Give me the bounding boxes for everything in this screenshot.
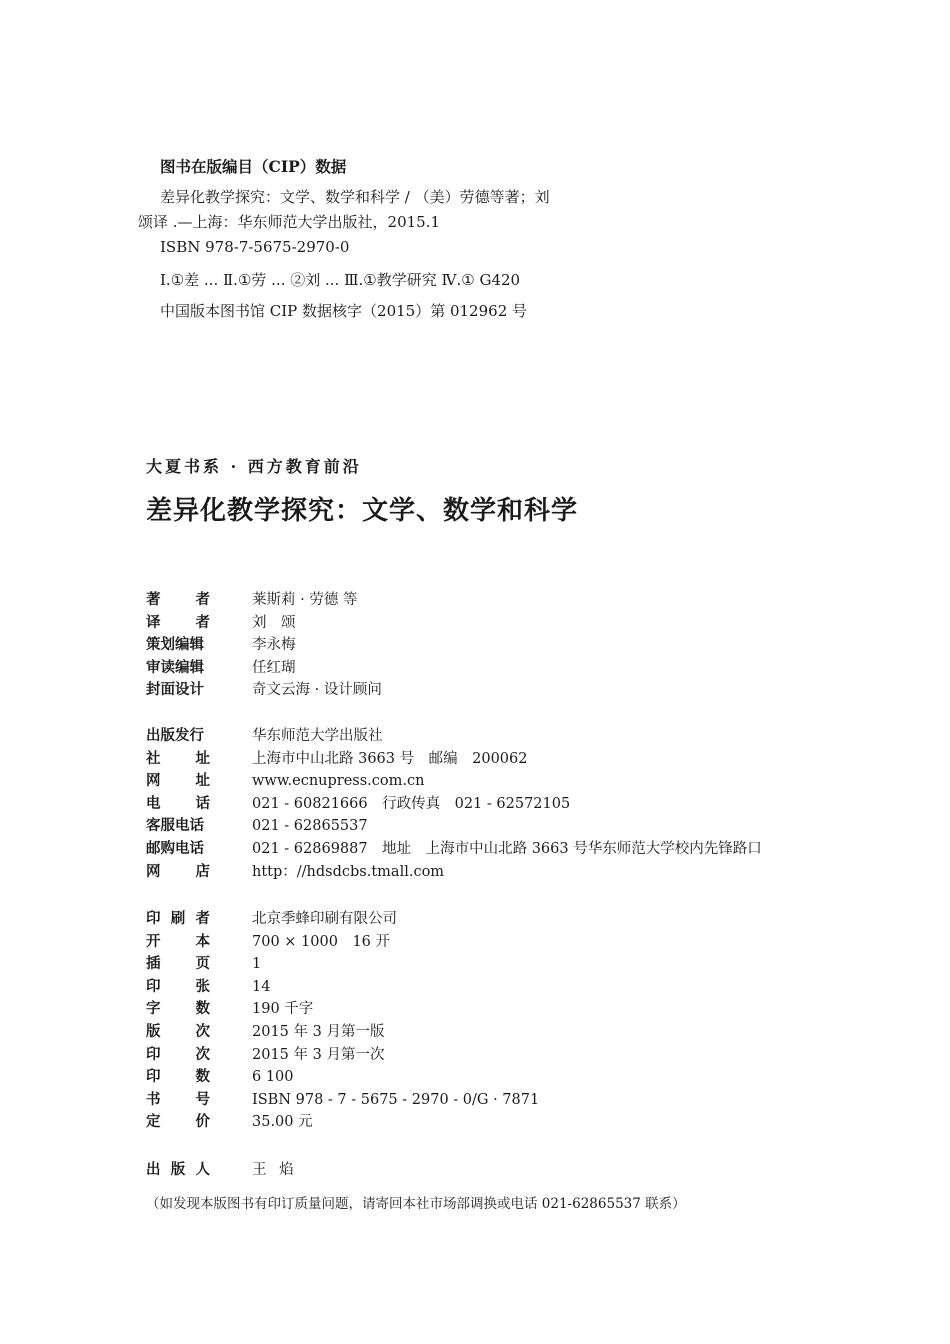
info-value: http：//hdsdcbs.tmall.com — [252, 863, 445, 880]
info-label: 著 者 — [146, 591, 210, 608]
info-row — [146, 815, 846, 838]
cip-entry-line: 差异化教学探究：文学、数学和科学 / （美）劳德等著；刘 — [160, 188, 550, 206]
info-label: 插 页 — [146, 955, 210, 973]
info-label: 书 号 — [146, 1090, 210, 1108]
cip-record-number: 中国版本图书馆 CIP 数据核字（2015）第 012962 号 — [160, 302, 528, 320]
info-value: 190 千字 — [252, 1001, 314, 1018]
info-row — [146, 634, 846, 657]
info-label: 印 次 — [146, 1045, 210, 1063]
info-row — [146, 725, 846, 748]
info-label: 社 址 — [146, 749, 210, 767]
info-row — [146, 1159, 846, 1182]
info-value: 刘 颂 — [252, 614, 296, 631]
publisher-info-section — [146, 725, 846, 883]
print-info-section — [146, 908, 846, 1134]
info-value: 021 - 62869887 地址 上海市中山北路 3663 号华东师范大学校内先锋路口 — [252, 840, 762, 857]
credits-section — [146, 589, 846, 702]
info-value: 021 - 62865537 — [252, 818, 368, 835]
info-row — [146, 1044, 846, 1067]
info-row — [146, 612, 846, 635]
info-value: 700 × 1000 16 开 — [252, 933, 391, 950]
info-label: 电 话 — [146, 794, 210, 812]
info-row — [146, 908, 846, 931]
info-value: 北京季蜂印刷有限公司 — [252, 911, 397, 927]
info-row — [146, 1021, 846, 1044]
info-row — [146, 748, 846, 771]
info-label: 邮购电话 — [146, 839, 204, 857]
cip-entry-line: 颂译 .—上海：华东师范大学出版社，2015.1 — [138, 213, 441, 231]
info-value: 王 焰 — [252, 1162, 298, 1178]
info-value: 奇文云海 · 设计顾问 — [252, 682, 382, 699]
info-row — [146, 589, 846, 612]
info-row — [146, 998, 846, 1021]
info-row — [146, 1066, 846, 1089]
info-row — [146, 1111, 846, 1134]
info-value: 莱斯莉 · 劳德 等 — [252, 592, 358, 608]
info-label: 封面设计 — [146, 681, 204, 699]
cip-isbn: ISBN 978-7-5675-2970-0 — [160, 238, 350, 256]
info-label: 印 张 — [146, 977, 210, 995]
info-row — [146, 1089, 846, 1112]
info-value: 2015 年 3 月第一次 — [252, 1046, 385, 1063]
info-row — [146, 953, 846, 976]
info-label: 出版发行 — [146, 727, 204, 744]
info-label: 译 者 — [146, 613, 210, 631]
info-label: 定 价 — [146, 1113, 210, 1131]
info-row — [146, 657, 846, 680]
info-value: 6 100 — [252, 1069, 294, 1086]
info-label: 网 址 — [146, 772, 210, 790]
cip-block — [138, 154, 680, 324]
cip-title: 图书在版编目（CIP）数据 — [160, 157, 347, 176]
info-value: 1 — [252, 956, 262, 973]
info-row — [146, 793, 846, 816]
cip-classification: Ⅰ.①差 ... Ⅱ.①劳 ... ②刘 ... Ⅲ.①教学研究 Ⅳ.① G420 — [160, 271, 521, 289]
publisher-person-section — [146, 1159, 846, 1182]
info-value: 35.00 元 — [252, 1114, 313, 1131]
book-title: 差异化教学探究：文学、数学和科学 — [146, 496, 579, 526]
info-label: 版 次 — [146, 1022, 210, 1040]
info-value: 021 - 60821666 行政传真 021 - 62572105 — [252, 795, 571, 812]
info-row — [146, 976, 846, 999]
info-label: 审读编辑 — [146, 658, 204, 676]
info-value: 任红瑚 — [252, 659, 296, 676]
info-label: 开 本 — [146, 932, 210, 950]
info-label: 字 数 — [146, 1000, 210, 1018]
info-value: 2015 年 3 月第一版 — [252, 1023, 385, 1040]
info-value: www.ecnupress.com.cn — [252, 773, 425, 790]
info-label: 客服电话 — [146, 817, 204, 835]
info-row — [146, 838, 846, 861]
info-value: 上海市中山北路 3663 号 邮编 200062 — [252, 750, 528, 767]
info-value: 14 — [252, 978, 271, 995]
series-name: 大夏书系 · 西方教育前沿 — [146, 457, 362, 476]
info-label: 印 数 — [146, 1068, 210, 1086]
info-value: 华东师范大学出版社 — [252, 728, 383, 744]
info-value: 李永梅 — [252, 637, 296, 654]
info-label: 网 店 — [146, 862, 210, 880]
info-row — [146, 931, 846, 954]
info-label: 印 刷 者 — [146, 910, 210, 927]
info-row — [146, 679, 846, 702]
info-label: 出 版 人 — [146, 1161, 210, 1178]
info-value: ISBN 978 - 7 - 5675 - 2970 - 0/G · 7871 — [252, 1091, 540, 1108]
info-row — [146, 861, 846, 884]
quality-notice: （如发现本版图书有印订质量问题，请寄回本社市场部调换或电话 021-62865537 联系） — [146, 1196, 686, 1212]
info-row — [146, 770, 846, 793]
info-label: 策划编辑 — [146, 636, 204, 654]
